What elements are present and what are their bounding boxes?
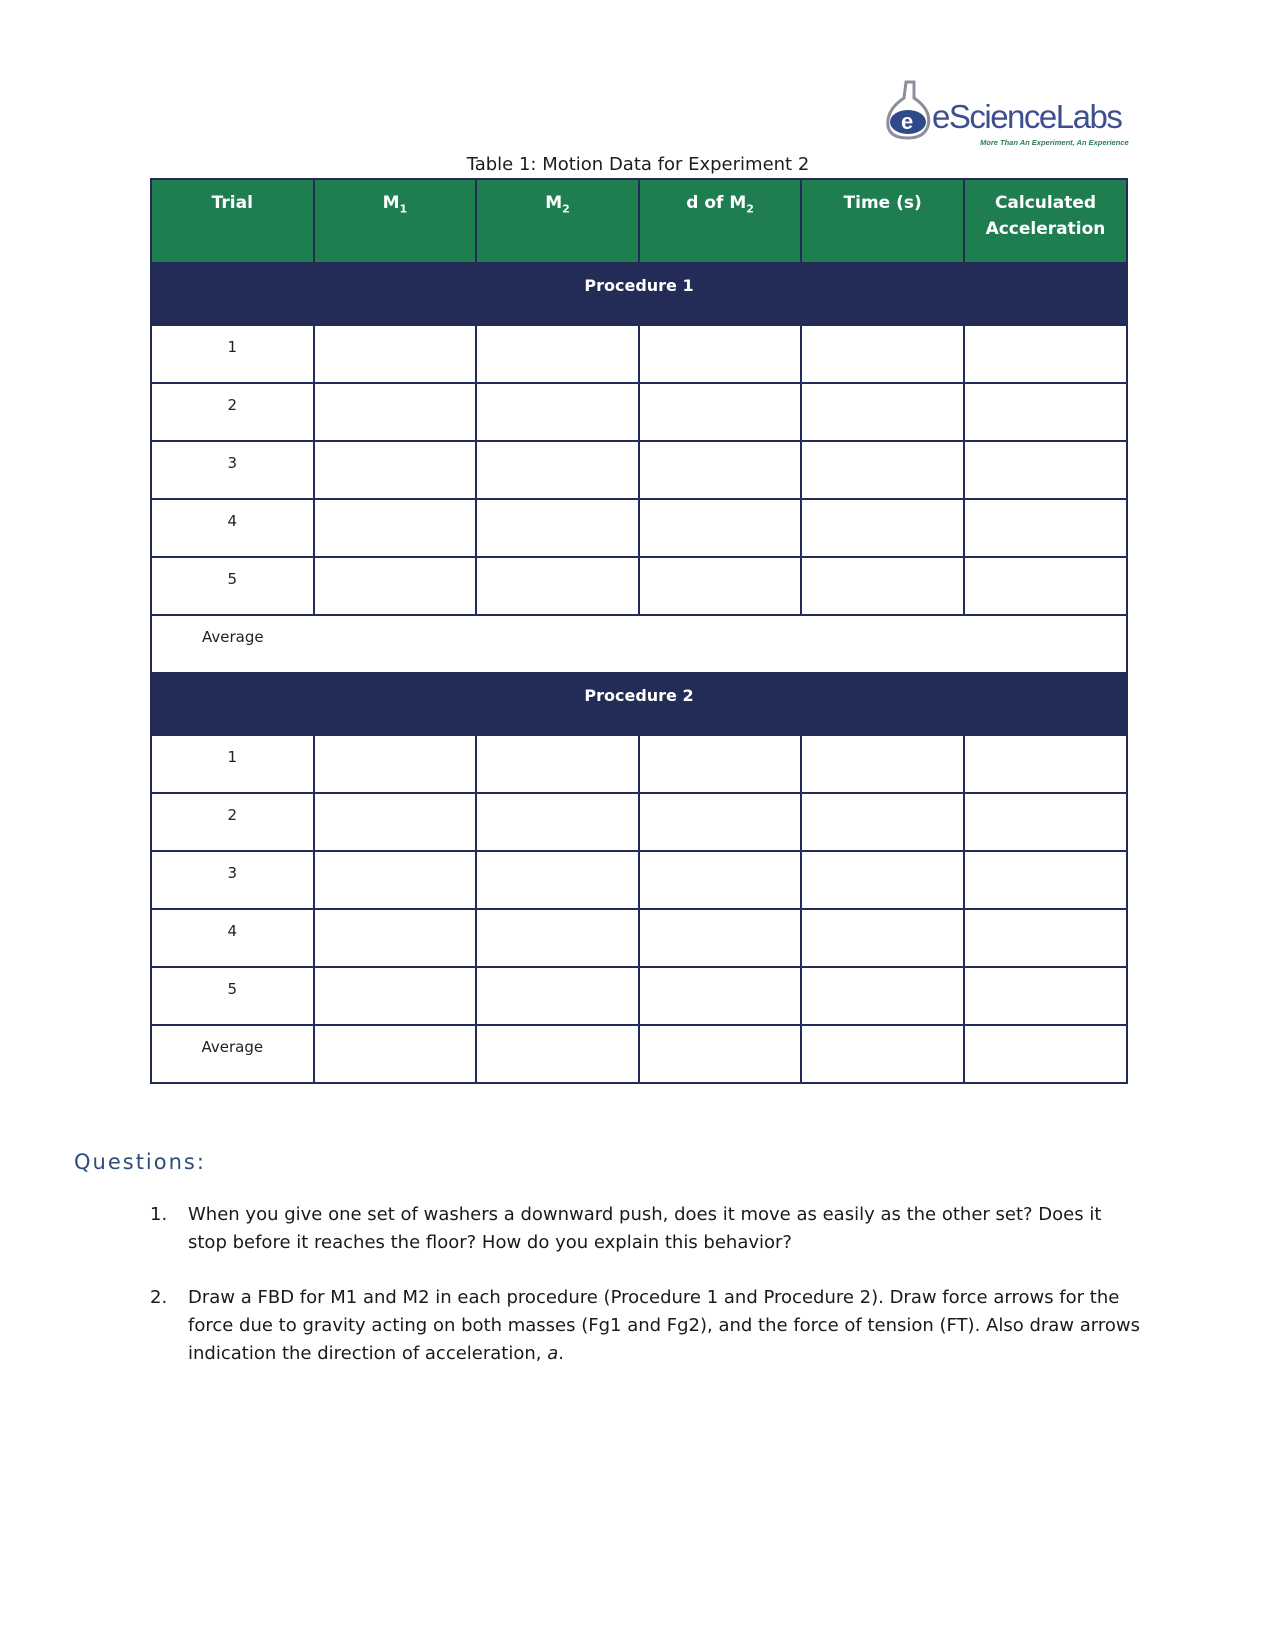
data-entry-cell[interactable] xyxy=(801,735,964,793)
data-entry-cell[interactable] xyxy=(801,793,964,851)
column-header xyxy=(314,179,477,263)
trial-number: 3 xyxy=(151,851,314,909)
question-2 xyxy=(150,1284,1140,1368)
trial-number: 4 xyxy=(151,499,314,557)
column-header xyxy=(639,179,802,263)
data-entry-cell[interactable] xyxy=(476,441,639,499)
column-header-label: d of M xyxy=(686,193,747,213)
data-entry-cell[interactable] xyxy=(964,793,1127,851)
data-entry-cell[interactable] xyxy=(964,441,1127,499)
table-row xyxy=(151,735,1127,793)
column-header-label: Calculated Acceleration xyxy=(985,193,1106,239)
column-header-subscript: 2 xyxy=(562,202,570,216)
question-text: When you give one set of washers a downward push, does it move as easily as the other set? Does it stop before it reaches the floor? How do you explain this behavior? xyxy=(188,1204,1102,1253)
data-entry-cell[interactable] xyxy=(964,735,1127,793)
average-label: Average xyxy=(151,615,314,673)
data-entry-cell[interactable] xyxy=(639,909,802,967)
questions-heading: Questions: xyxy=(74,1150,206,1174)
data-entry-cell[interactable] xyxy=(964,909,1127,967)
data-entry-cell[interactable] xyxy=(314,909,477,967)
question-number: 2. xyxy=(150,1287,168,1308)
table-header-row xyxy=(151,179,1127,263)
average-entry-cell[interactable] xyxy=(314,1025,477,1083)
data-entry-cell[interactable] xyxy=(314,499,477,557)
logo-brand-text: eScienceLabs xyxy=(932,98,1122,135)
average-entry-cell[interactable] xyxy=(476,1025,639,1083)
average-row xyxy=(151,615,1127,673)
data-entry-cell[interactable] xyxy=(801,441,964,499)
data-entry-cell[interactable] xyxy=(964,499,1127,557)
average-entry-cell[interactable] xyxy=(639,1025,802,1083)
trial-number: 5 xyxy=(151,967,314,1025)
data-entry-cell[interactable] xyxy=(801,383,964,441)
column-header-subscript: 1 xyxy=(399,202,408,216)
question-1 xyxy=(150,1201,1140,1257)
table-row xyxy=(151,557,1127,615)
data-entry-cell[interactable] xyxy=(314,735,477,793)
question-number: 1. xyxy=(150,1204,168,1225)
data-entry-cell[interactable] xyxy=(639,967,802,1025)
column-header-label: Time (s) xyxy=(843,193,922,213)
data-entry-cell[interactable] xyxy=(964,967,1127,1025)
data-entry-cell[interactable] xyxy=(639,325,802,383)
table-row xyxy=(151,851,1127,909)
trial-number: 1 xyxy=(151,325,314,383)
acceleration-symbol: a xyxy=(547,1343,559,1364)
data-entry-cell[interactable] xyxy=(476,557,639,615)
table-row xyxy=(151,383,1127,441)
column-header xyxy=(964,179,1127,263)
data-entry-cell[interactable] xyxy=(801,967,964,1025)
data-entry-cell[interactable] xyxy=(801,557,964,615)
data-entry-cell[interactable] xyxy=(314,851,477,909)
data-entry-cell[interactable] xyxy=(964,383,1127,441)
column-header xyxy=(801,179,964,263)
procedure-label: Procedure 1 xyxy=(151,263,1127,325)
data-entry-cell[interactable] xyxy=(476,325,639,383)
data-entry-cell[interactable] xyxy=(639,851,802,909)
trial-number: 2 xyxy=(151,383,314,441)
column-header xyxy=(476,179,639,263)
data-entry-cell[interactable] xyxy=(801,325,964,383)
table-title: Table 1: Motion Data for Experiment 2 xyxy=(466,154,810,175)
trial-number: 1 xyxy=(151,735,314,793)
data-entry-cell[interactable] xyxy=(639,557,802,615)
motion-data-table xyxy=(150,178,1128,1084)
data-entry-cell[interactable] xyxy=(639,441,802,499)
question-text-end: . xyxy=(558,1343,564,1364)
procedure-label: Procedure 2 xyxy=(151,673,1127,735)
data-entry-cell[interactable] xyxy=(314,793,477,851)
data-entry-cell[interactable] xyxy=(314,967,477,1025)
data-entry-cell[interactable] xyxy=(639,499,802,557)
logo-tagline: More Than An Experiment, An Experience xyxy=(980,138,1129,147)
average-entry-cell[interactable] xyxy=(801,1025,964,1083)
trial-number: 3 xyxy=(151,441,314,499)
data-entry-cell[interactable] xyxy=(801,909,964,967)
trial-number: 2 xyxy=(151,793,314,851)
column-header-label: Trial xyxy=(211,193,253,213)
table-row xyxy=(151,967,1127,1025)
data-entry-cell[interactable] xyxy=(476,499,639,557)
average-row xyxy=(151,1025,1127,1083)
procedure-row xyxy=(151,263,1127,325)
trial-number: 5 xyxy=(151,557,314,615)
data-entry-cell[interactable] xyxy=(476,735,639,793)
data-entry-cell[interactable] xyxy=(639,383,802,441)
table-row xyxy=(151,441,1127,499)
svg-text:e: e xyxy=(901,109,914,134)
data-entry-cell[interactable] xyxy=(314,383,477,441)
data-entry-cell[interactable] xyxy=(964,557,1127,615)
question-text xyxy=(188,1284,1140,1368)
data-entry-cell[interactable] xyxy=(314,325,477,383)
data-entry-cell[interactable] xyxy=(964,325,1127,383)
data-entry-cell[interactable] xyxy=(801,499,964,557)
data-entry-cell[interactable] xyxy=(476,383,639,441)
question-text-body: Draw a FBD for M1 and M2 in each procedure (Procedure 1 and Procedure 2). Draw force arrows for the force due to gravity acting on both masses (Fg1 and Fg2), and the force of tension (FT). Also draw arrows indication the direction of acceleration, xyxy=(188,1287,1140,1364)
column-header-label: M xyxy=(545,193,563,213)
column-header-label: M xyxy=(382,193,400,213)
data-entry-cell[interactable] xyxy=(639,735,802,793)
procedure-row xyxy=(151,673,1127,735)
data-entry-cell[interactable] xyxy=(639,793,802,851)
table-row xyxy=(151,499,1127,557)
table-row xyxy=(151,909,1127,967)
average-entry-cell[interactable] xyxy=(964,1025,1127,1083)
average-label: Average xyxy=(151,1025,314,1083)
data-entry-cell[interactable] xyxy=(476,793,639,851)
data-entry-cell[interactable] xyxy=(476,967,639,1025)
table-row xyxy=(151,793,1127,851)
data-entry-cell[interactable] xyxy=(964,851,1127,909)
data-entry-cell[interactable] xyxy=(476,851,639,909)
average-entry-cell[interactable] xyxy=(314,615,1127,673)
data-entry-cell[interactable] xyxy=(801,851,964,909)
trial-number: 4 xyxy=(151,909,314,967)
data-entry-cell[interactable] xyxy=(314,441,477,499)
data-entry-cell[interactable] xyxy=(476,909,639,967)
data-entry-cell[interactable] xyxy=(314,557,477,615)
table-row xyxy=(151,325,1127,383)
column-header xyxy=(151,179,314,263)
column-header-subscript: 2 xyxy=(746,202,754,216)
